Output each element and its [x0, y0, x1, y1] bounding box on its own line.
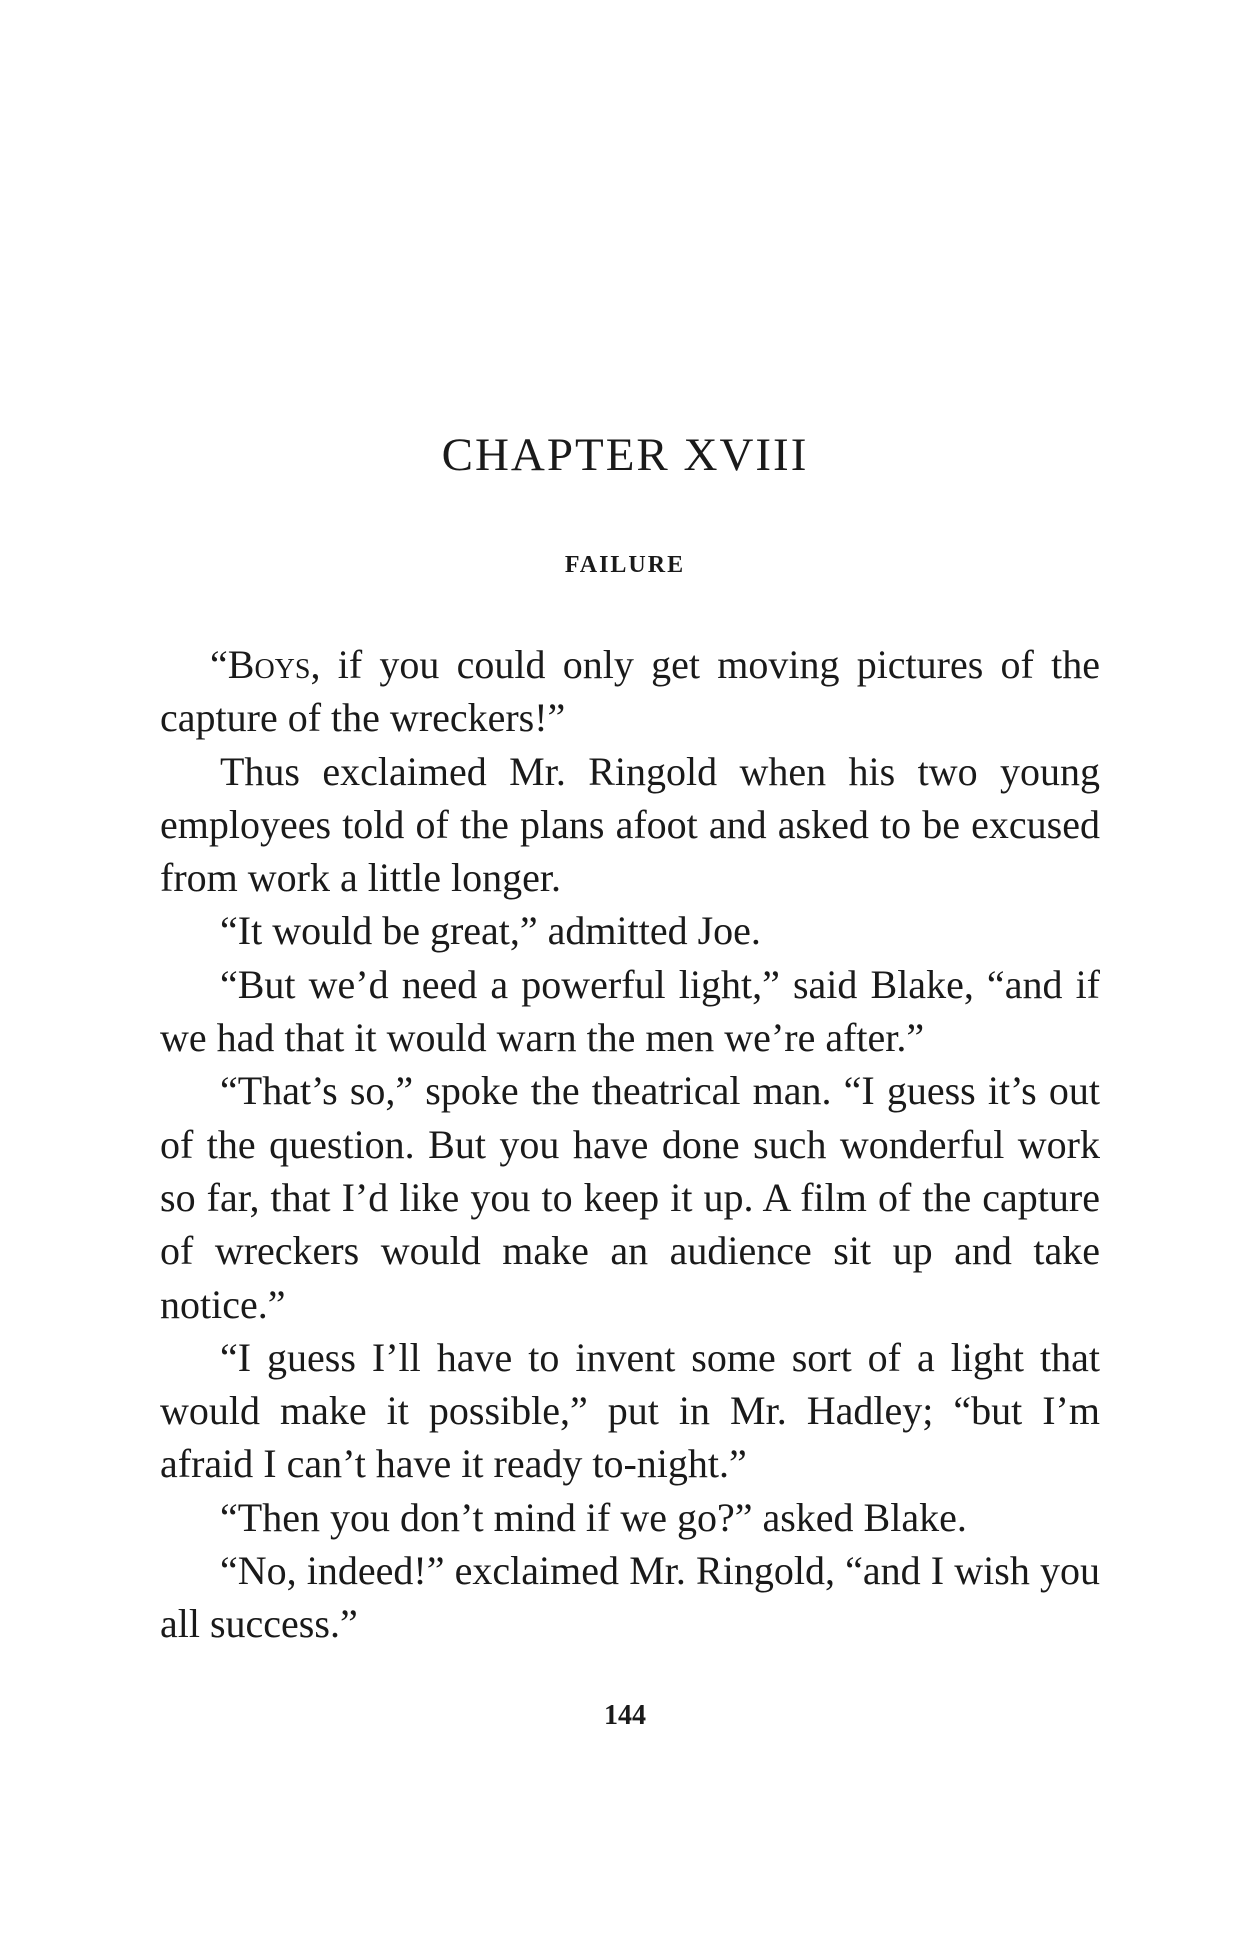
- body-text: [160, 638, 1100, 1651]
- paragraph: “No, indeed!” exclaimed Mr. Ringold, “and I wish you all success.”: [160, 1548, 1100, 1647]
- paragraph: “That’s so,” spoke the theatrical man. “I guess it’s out of the question. But you have done such wonderful work so far, that I’d like you to keep it up. A film of the capture of wreckers would make an audience sit up and take notice.”: [160, 1068, 1100, 1327]
- paragraph-text: , if you could only get moving pictures of the capture of the wreckers!”: [160, 642, 1100, 741]
- paragraph: [160, 638, 1100, 745]
- paragraph: Thus exclaimed Mr. Ringold when his two young employees told of the plans afoot and asked to be excused from work a little longer.: [160, 748, 1100, 901]
- paragraph: “It would be great,” admitted Joe.: [220, 908, 761, 954]
- paragraph: “Then you don’t mind if we go?” asked Blake.: [220, 1494, 967, 1540]
- page-number: 144: [604, 1700, 646, 1731]
- paragraph: “But we’d need a powerful light,” said Blake, “and if we had that it would warn the men we’re after.”: [160, 961, 1100, 1061]
- paragraph: “I guess I’ll have to invent some sort of a light that would make it possible,” put in Mr. Hadley; “but I’m afraid I can’t have it ready to-night.”: [160, 1334, 1100, 1487]
- small-caps-word: Boys: [227, 642, 311, 687]
- chapter-heading: CHAPTER XVIII: [441, 429, 809, 481]
- chapter-title: FAILURE: [564, 552, 686, 578]
- opening-quote: “: [210, 642, 228, 687]
